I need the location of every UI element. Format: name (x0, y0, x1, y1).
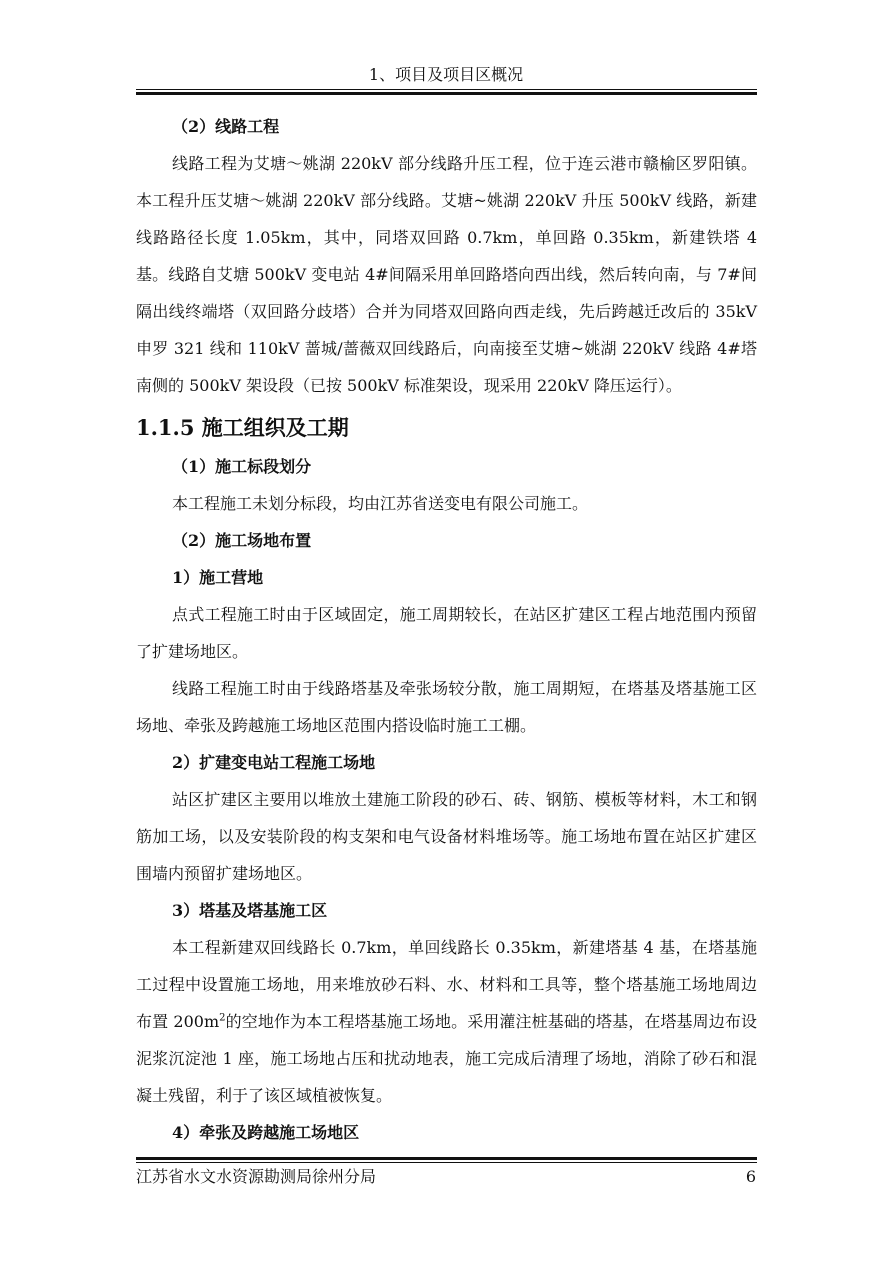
paragraph-text: 本工程新建双回线路长 0.7km，单回线路长 0.35km，新建塔基 4 基，在塔基施工过程中设置施工场地，用来堆放砂石料、水、材料和工具等，整个塔基施工场地周边布置 200m (136, 938, 757, 1031)
paragraph: 线路工程为艾塘～姚湖 220kV 部分线路升压工程，位于连云港市赣榆区罗阳镇。本工程升压艾塘～姚湖 220kV 部分线路。艾塘~姚湖 220kV 升压 500kV 线路，新建线路路径长度 1.05km，其中，同塔双回路 0.7km，单回路 0.35km，新建铁塔 4 基。线路自艾塘 500kV 变电站 4#间隔采用单回路塔向西出线，然后转向南，与 7#间隔出线终端塔（双回路分歧塔）合并为同塔双回路向西走线，先后跨越迁改后的 35kV 申罗 321 线和 110kV 蔷城/蔷薇双回线路后，向南接至艾塘~姚湖 220kV 线路 4#塔南侧的 500kV 架设段（已按 500kV 标准架设，现采用 220kV 降压运行）。 (136, 154, 757, 395)
header-rule-thin (136, 89, 757, 90)
subsection-title: 4）牵张及跨越施工场地区 (172, 1123, 360, 1142)
paragraph: 站区扩建区主要用以堆放土建施工阶段的砂石、砖、钢筋、模板等材料，木工和钢筋加工场，以及安装阶段的构支架和电气设备材料堆场等。施工场地布置在站区扩建区围墙内预留扩建场地区。 (136, 790, 757, 883)
page-number: 6 (745, 1167, 756, 1186)
subsection-title: 1）施工营地 (172, 568, 264, 587)
subsection-title: （1）施工标段划分 (172, 457, 312, 476)
document-body (136, 108, 757, 1151)
subsection-title: （2）线路工程 (172, 117, 280, 136)
paragraph: 本工程施工未划分标段，均由江苏省送变电有限公司施工。 (172, 494, 589, 513)
paragraph: 点式工程施工时由于区域固定，施工周期较长，在站区扩建区工程占地范围内预留了扩建场地区。 (136, 605, 757, 661)
superscript: 2 (219, 1012, 226, 1024)
footer-organization: 江苏省水文水资源勘测局徐州分局 (136, 1167, 377, 1186)
footer-rule-thick (136, 1157, 757, 1160)
header-rule-thick (136, 92, 757, 95)
footer-rule-thin (136, 1162, 757, 1163)
subsection-title: 2）扩建变电站工程施工场地 (172, 753, 376, 772)
header-title: 1、项目及项目区概况 (368, 65, 524, 84)
subsection-title: （2）施工场地布置 (172, 531, 312, 550)
subsection-title: 3）塔基及塔基施工区 (172, 901, 328, 920)
section-heading: 1.1.5 施工组织及工期 (136, 415, 349, 440)
paragraph: 线路工程施工时由于线路塔基及牵张场较分散，施工周期短，在塔基及塔基施工区场地、牵张及跨越施工场地区范围内搭设临时施工工棚。 (136, 679, 757, 735)
paragraph (136, 929, 757, 1114)
paragraph-text: 的空地作为本工程塔基施工场地。采用灌注桩基础的塔基，在塔基周边布设泥浆沉淀池 1 座，施工场地占压和扰动地表，施工完成后清理了场地，消除了砂石和混凝土残留，利于了该区域植被恢复。 (136, 1012, 757, 1105)
